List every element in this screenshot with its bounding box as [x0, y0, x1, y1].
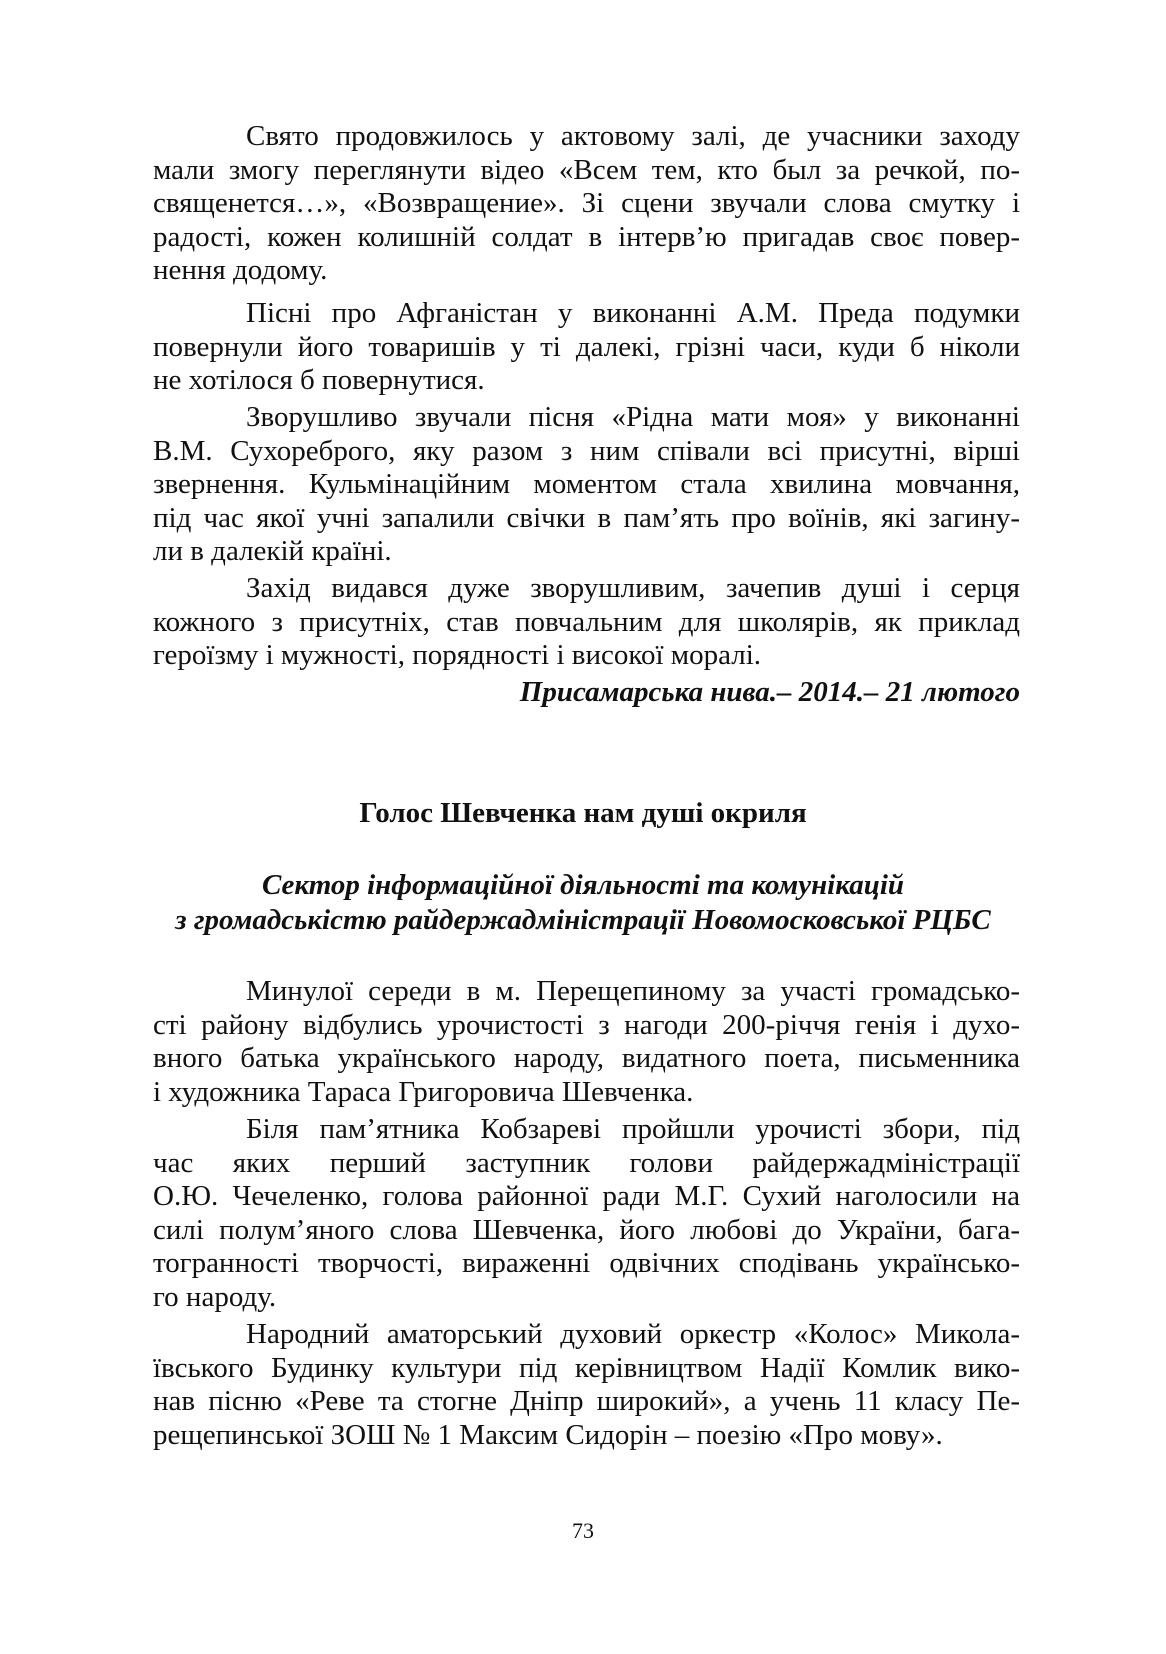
text-line: і художника Тараса Григоровича Шевченка.	[153, 1075, 694, 1108]
source-citation: Присамарська нива.– 2014.– 21 лютого	[519, 676, 1020, 708]
article-paragraph-1	[153, 975, 1020, 1109]
text-line: священется…», «Возвращение». Зі сцени звучали слова смутку і	[153, 187, 1020, 219]
text-line: героїзму і мужності, порядності і високої моралі.	[153, 639, 762, 671]
text-line: Пісні про Афганістан у виконанні А.М. Преда подумки	[246, 297, 1020, 329]
text-line: повернули його товаришів у ті далекі, грізні часи, куди б ніколи	[153, 330, 1020, 363]
text-line: О.Ю. Чечеленко, голова районної ради М.Г. Сухий наголосили на	[153, 1180, 1020, 1212]
author-line: Сектор інформаційної діяльності та комунікацій	[261, 869, 905, 901]
text-line: нення додому.	[153, 254, 328, 286]
text-line: тогранності творчості, вираженні одвічних сподівань українсько-	[153, 1247, 1020, 1279]
text-line: нав пісню «Реве та стогне Дніпр широкий», а учень 11 класу Пе-	[153, 1385, 1020, 1417]
text-line: го народу.	[153, 1280, 277, 1313]
text-line: Захід видався дуже зворушливим, зачепив душі і серця	[246, 572, 1020, 604]
paragraph-2	[153, 297, 1020, 398]
text-line: Народний аматорський духовий оркестр «Колос» Микола-	[246, 1318, 1020, 1350]
author-line: з громадськістю райдержадміністрації Новомосковської РЦБС	[175, 904, 991, 936]
text-line: В.М. Сухореброго, яку разом з ним співали всі присутні, вірші	[153, 434, 1020, 467]
text-line: час яких перший заступник голови райдержадміністрації	[153, 1146, 1020, 1179]
article-paragraph-3	[153, 1318, 1020, 1452]
text-line: кожного з присутніх, став повчальним для школярів, як приклад	[153, 605, 1020, 638]
article-title: Голос Шевченка нам душі окриля	[359, 797, 807, 829]
text-line: під час якої учні запалили свічки в пам’ять про воїнів, які загину-	[153, 501, 1020, 534]
page-number: 73	[572, 1518, 594, 1543]
text-line: мали змогу переглянути відео «Всем тем, кто был за речкой, по-	[153, 153, 1020, 186]
text-line: Зворушливо звучали пісня «Рідна мати моя» у виконанні	[246, 401, 1020, 433]
paragraph-1	[153, 120, 1020, 288]
text-line: радості, кожен колишній солдат в інтерв’ю пригадав своє повер-	[153, 220, 1020, 253]
paragraph-3	[153, 401, 1020, 569]
text-line: силі полум’яного слова Шевченка, його любові до України, бага-	[153, 1213, 1020, 1246]
text-line: вного батька українського народу, видатного поета, письменника	[153, 1042, 1020, 1074]
article-paragraph-2	[153, 1113, 1020, 1314]
article-author	[0, 868, 1166, 938]
paragraph-4	[153, 572, 1020, 673]
text-line: Свято продовжилось у актовому залі, де учасники заходу	[246, 120, 1020, 152]
text-line: Біля пам’ятника Кобзареві пройшли урочисті збори, під	[246, 1113, 1020, 1145]
text-line: звернення. Кульмінаційним моментом стала хвилина мовчання,	[153, 468, 1020, 500]
text-line: рещепинської ЗОШ № 1 Максим Сидорін – поезію «Про мову».	[153, 1418, 943, 1451]
text-line: Минулої середи в м. Перещепиному за участі громадсько-	[246, 975, 1020, 1007]
text-line: сті району відбулись урочистості з нагоди 200-річчя генія і духо-	[153, 1008, 1020, 1041]
text-line: ли в далекій країні.	[153, 535, 392, 567]
text-line: ївського Будинку культури під керівництвом Надії Комлик вико-	[153, 1351, 1020, 1384]
text-line: не хотілося б повернутися.	[153, 364, 485, 396]
